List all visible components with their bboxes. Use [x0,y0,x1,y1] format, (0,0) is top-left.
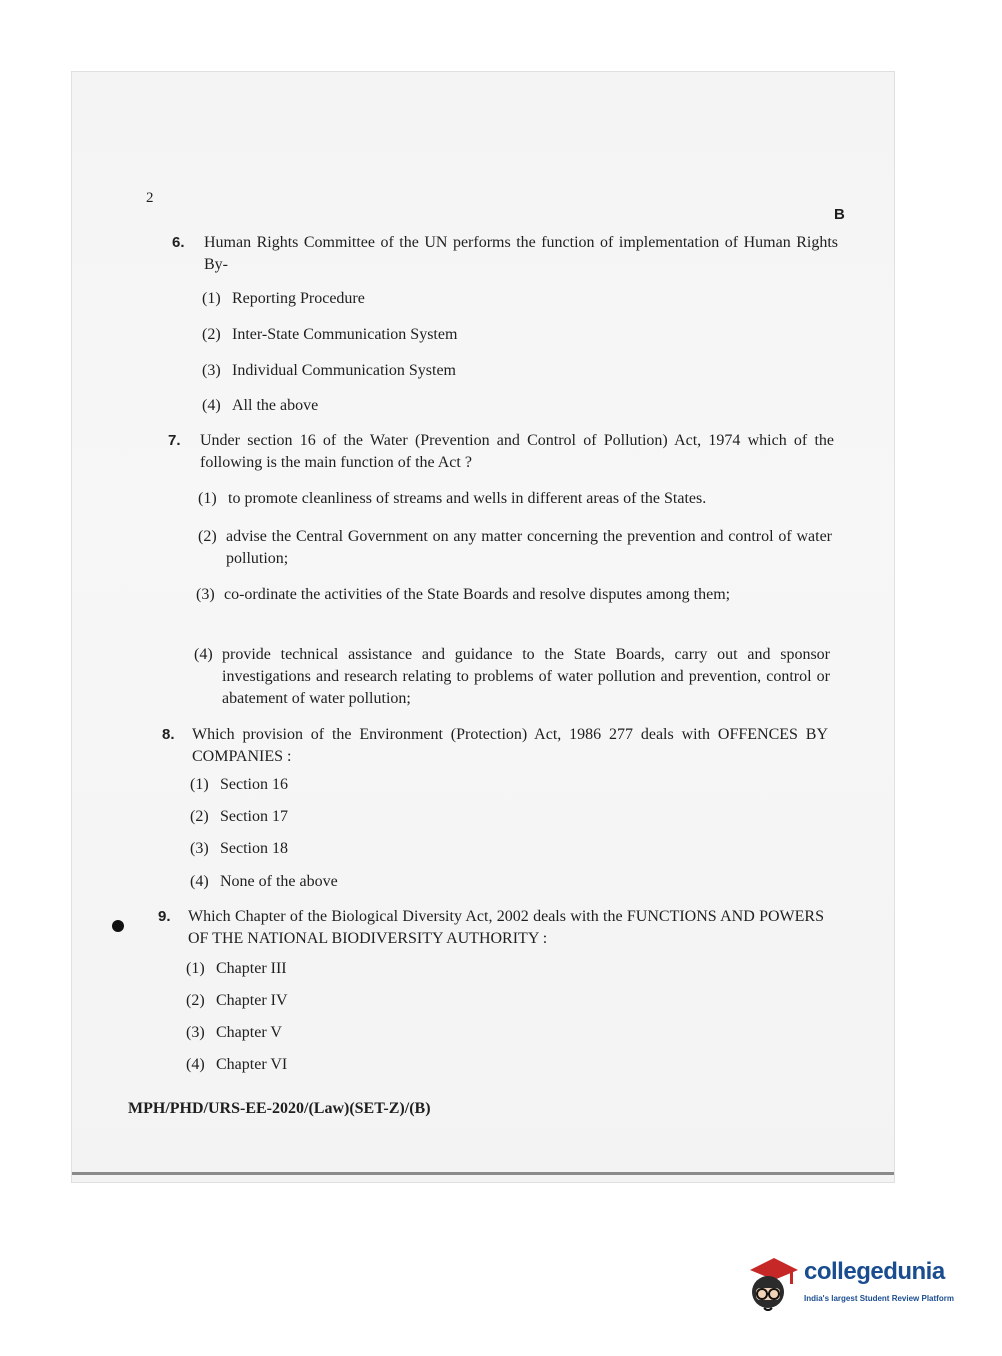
option-tag: (2) [186,992,205,1009]
option [202,395,318,417]
logo-tagline: India's largest Student Review Platform [804,1294,954,1303]
option [194,644,830,710]
option-text: co-ordinate the activities of the State Boards and resolve disputes among them; [224,586,731,603]
option-tag: (2) [198,528,217,545]
option-text: Section 18 [220,840,288,857]
option-tag: (3) [196,586,215,603]
question-text: Which Chapter of the Biological Diversity Act, 2002 deals with the FUNCTIONS AND POWERS OF THE NATIONAL BIODIVERSITY AUTHORITY : [188,908,824,947]
question-text: Human Rights Committee of the UN performs the function of implementation of Human Rights By- [204,234,838,273]
option [190,871,338,893]
option [190,774,288,796]
option-text: All the above [232,397,319,414]
option [186,990,288,1012]
question-text: Under section 16 of the Water (Prevention and Control of Pollution) Act, 1974 which of the following is the main function of the Act ? [200,432,834,471]
option-tag: (1) [202,290,221,307]
option-text: Chapter V [216,1024,282,1041]
question-text: Which provision of the Environment (Protection) Act, 1986 277 deals with OFFENCES BY COMPANIES : [192,726,828,765]
option-tag: (1) [190,776,209,793]
option-tag: (3) [190,840,209,857]
mascot-icon [744,1254,800,1316]
option-text: Individual Communication System [232,362,456,379]
option [202,324,457,346]
option [186,958,287,980]
option-tag: (4) [186,1056,205,1073]
question-number: 8. [162,726,175,743]
option-text: provide technical assistance and guidance to the State Boards, carry out and sponsor investigations and research relating to problems of water pollution and prevention, control or abatement of water pollution; [222,646,830,707]
option [186,1054,287,1076]
page-number: 2 [146,190,154,206]
bullet-mark [112,920,124,932]
option-tag: (3) [186,1024,205,1041]
option-text: Section 16 [220,776,288,793]
option [198,526,832,570]
set-code: B [834,206,845,223]
option [198,488,834,510]
page-edge [72,1172,894,1175]
option-text: Chapter III [216,960,287,977]
option-text: Chapter VI [216,1056,288,1073]
question-number: 6. [172,234,185,251]
option-text: None of the above [220,873,338,890]
option [186,1022,282,1044]
option [196,584,830,606]
option-tag: (1) [186,960,205,977]
option-text: Reporting Procedure [232,290,365,307]
option-text: Chapter IV [216,992,288,1009]
option [202,360,456,382]
collegedunia-logo[interactable] [744,1254,970,1316]
option-tag: (3) [202,362,221,379]
option [202,288,365,310]
option [190,838,288,860]
option-tag: (4) [202,397,221,414]
paper-code: MPH/PHD/URS-EE-2020/(Law)(SET-Z)/(B) [128,1100,431,1117]
option-tag: (4) [190,873,209,890]
option-text: advise the Central Government on any matter concerning the prevention and control of water pollution; [226,528,832,567]
option-tag: (2) [202,326,221,343]
option-tag: (4) [194,646,213,663]
question-number: 7. [168,432,181,449]
option [190,806,288,828]
option-text: Inter-State Communication System [232,326,458,343]
option-tag: (1) [198,490,217,507]
option-text: Section 17 [220,808,288,825]
option-text: to promote cleanliness of streams and wells in different areas of the States. [228,490,707,507]
option-tag: (2) [190,808,209,825]
logo-name: collegedunia [804,1258,945,1285]
question-number: 9. [158,908,171,925]
